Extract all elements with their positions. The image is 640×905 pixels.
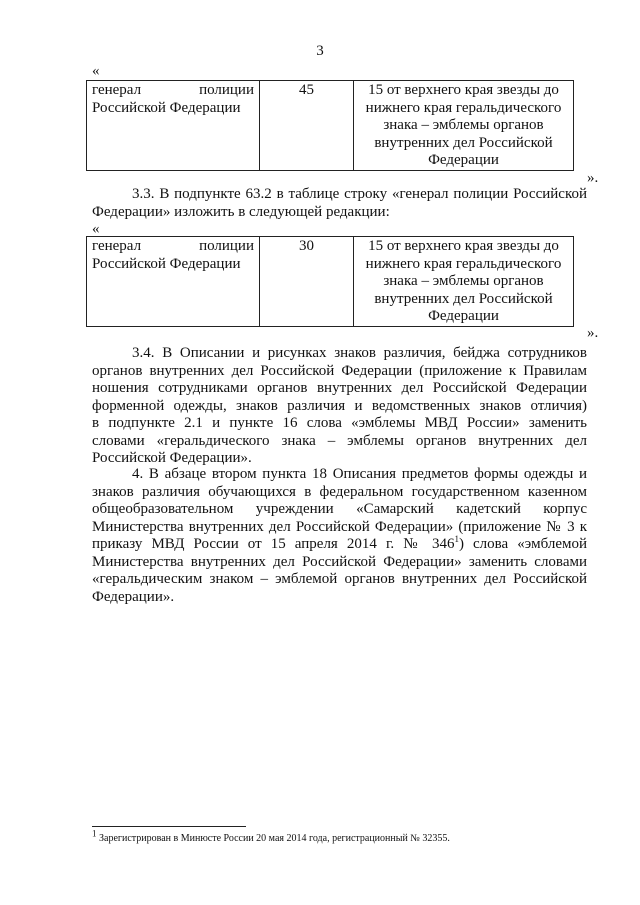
paragraph-4: [92, 466, 587, 606]
rank-table-1: [86, 80, 574, 171]
text-run: приказу МВД России от 15 апреля 2014 г. № 346: [92, 536, 455, 552]
paragraph-line: органов внутренних дел Российской Федерации (приложение к Правилам: [92, 362, 587, 379]
rank-cell: [87, 237, 260, 327]
rank-table-2: [86, 236, 574, 327]
rank-word: полиции: [199, 238, 254, 254]
paragraph-line: ношения сотрудниками органов внутренних дел Российской Федерации: [92, 380, 587, 396]
paragraph-line: «геральдическим знаком – эмблемой органов внутренних дел Российской: [92, 571, 587, 587]
paragraph-line: 4. В абзаце втором пункта 18 Описания предметов формы одежды и: [132, 466, 587, 482]
placement-line: Федерации: [428, 152, 499, 168]
rank-word: полиции: [199, 82, 254, 98]
size-cell: 30: [260, 237, 354, 327]
placement-line: Федерации: [428, 308, 499, 324]
paragraph-line: Министерства внутренних дел Российской Федерации» (приложение № 3 к: [92, 518, 587, 535]
rank-word: генерал: [92, 238, 142, 254]
paragraph-line: Федерации» изложить в следующей редакции:: [92, 203, 390, 220]
placement-line: внутренних дел Российской: [374, 290, 553, 307]
placement-line: знака – эмблемы органов: [383, 117, 544, 133]
rank-line: Российской Федерации: [92, 99, 241, 116]
placement-cell: [354, 237, 574, 327]
table-row: [87, 81, 574, 171]
rank-word: генерал: [92, 82, 142, 98]
paragraph-line: Российской Федерации».: [92, 450, 252, 466]
placement-cell: [354, 81, 574, 171]
paragraph-line: 3.3. В подпункте 63.2 в таблице строку «генерал полиции Российской: [132, 186, 587, 202]
footnote-ref[interactable]: 1: [454, 534, 459, 544]
placement-line: 15 от верхнего края звезды до: [368, 238, 559, 254]
placement-line: нижнего края геральдического: [365, 99, 562, 116]
placement-line: нижнего края геральдического: [365, 255, 562, 272]
table-row: [87, 237, 574, 327]
placement-line: внутренних дел Российской: [374, 134, 553, 151]
rank-cell: [87, 81, 260, 171]
footnote: [92, 828, 450, 845]
paragraph-line: Федерации».: [92, 588, 175, 605]
quote-open-1: «: [92, 63, 100, 79]
paragraph-line: общеобразовательном учреждении «Самарский кадетский корпус: [92, 501, 587, 517]
paragraph-line: Министерства внутренних дел Российской Федерации» заменить словами: [92, 553, 587, 570]
quote-close-2: ».: [587, 325, 599, 341]
quote-close-1: ».: [587, 170, 599, 186]
size-cell: 45: [260, 81, 354, 171]
footnote-text: Зарегистрирован в Минюсте России 20 мая 2014 года, регистрационный № 32355.: [96, 833, 450, 844]
placement-line: знака – эмблемы органов: [383, 273, 544, 289]
placement-line: 15 от верхнего края звезды до: [368, 82, 559, 98]
paragraph-3-3: [92, 186, 587, 221]
paragraph-line: 3.4. В Описании и рисунках знаков различия, бейджа сотрудников: [132, 345, 587, 361]
paragraph-3-4: [92, 345, 587, 468]
footnote-divider: [92, 826, 246, 827]
paragraph-line: знаков различия обучающихся в федеральном государственном казенном: [92, 483, 587, 500]
rank-line: Российской Федерации: [92, 255, 241, 272]
paragraph-line: форменной одежды, знаков различия и ведомственных знаков отличия): [92, 397, 587, 414]
quote-open-2: «: [92, 221, 100, 237]
footnote-marker: 1: [92, 828, 97, 839]
paragraph-line: в подпункте 2.1 и пункте 16 слова «эмблемы МВД России» заменить: [92, 415, 587, 431]
paragraph-line: [92, 536, 587, 554]
paragraph-line: словами «геральдического знака – эмблемы органов внутренних дел: [92, 432, 587, 449]
page-number: 3: [316, 43, 324, 59]
text-run: ) слова «эмблемой: [458, 536, 587, 552]
